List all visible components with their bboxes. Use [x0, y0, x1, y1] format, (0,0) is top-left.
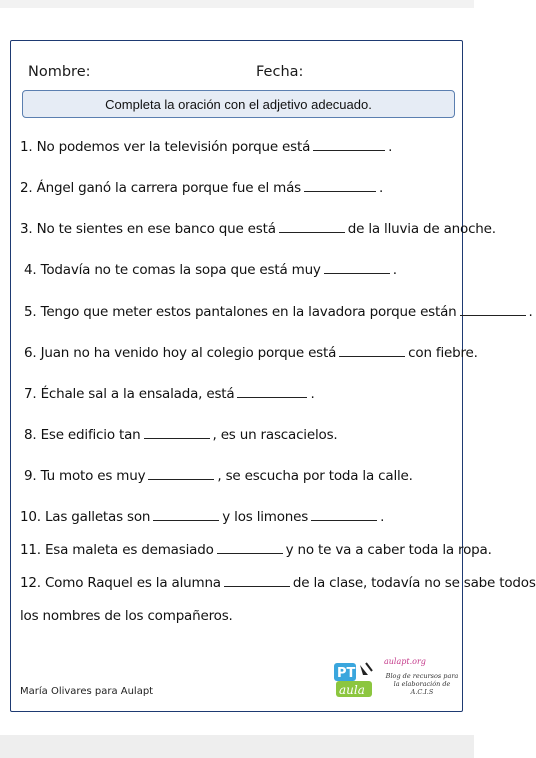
sentence-8 — [24, 427, 338, 443]
sentence-text: y los limones — [222, 509, 309, 525]
aulapt-logo — [332, 661, 378, 699]
sentence-text: . — [392, 262, 397, 278]
sentence-text: . — [380, 509, 385, 525]
answer-blank[interactable] — [304, 180, 376, 192]
sentence-3 — [20, 221, 496, 237]
sentence-text: 8. Ese edificio tan — [24, 427, 141, 443]
bottom-bar — [0, 735, 474, 758]
sentence-text: 6. Juan no ha venido hoy al colegio porque está — [24, 345, 337, 361]
sentence-text: . — [388, 139, 393, 155]
sentence-text: de la clase, todavía no se sabe todos — [292, 575, 536, 591]
sentence-text: de la lluvia de anoche. — [347, 221, 496, 237]
sentence-text: 10. Las galletas son — [20, 509, 151, 525]
sentence-text: los nombres de los compañeros. — [20, 608, 233, 624]
sentence-4 — [24, 262, 397, 278]
sentence-10 — [20, 509, 384, 525]
sentence-text: 3. No te sientes en ese banco que está — [20, 221, 276, 237]
answer-blank[interactable] — [148, 468, 214, 480]
sentence-12 — [20, 575, 536, 591]
instruction-text: Completa la oración con el adjetivo adecuado. — [105, 96, 372, 112]
sentence-5 — [24, 304, 533, 320]
sentence-text: 2. Ángel ganó la carrera porque fue el más — [20, 180, 301, 196]
answer-blank[interactable] — [313, 139, 385, 151]
answer-blank[interactable] — [460, 304, 526, 316]
sentence-1 — [20, 139, 392, 155]
sentence-text: 1. No podemos ver la televisión porque está — [20, 139, 311, 155]
sentence-text: . — [310, 386, 315, 402]
sentence-text: 11. Esa maleta es demasiado — [20, 542, 214, 558]
logo-text-bottom: aula — [339, 683, 365, 697]
date-label: Fecha: — [256, 64, 304, 80]
answer-blank[interactable] — [224, 575, 290, 587]
sentence-text: con fiebre. — [408, 345, 478, 361]
sentence-text: . — [528, 304, 533, 320]
sentence-12-continued — [20, 608, 233, 624]
sentence-text: , es un rascacielos. — [212, 427, 338, 443]
answer-blank[interactable] — [153, 509, 219, 521]
sentence-11 — [20, 542, 492, 558]
sentence-text: , se escucha por toda la calle. — [217, 468, 413, 484]
sentence-text: 12. Como Raquel es la alumna — [20, 575, 221, 591]
author-credit: María Olivares para Aulapt — [20, 686, 154, 697]
sentence-6 — [24, 345, 478, 361]
logo-text-top: PT — [337, 666, 356, 681]
answer-blank[interactable] — [217, 542, 283, 554]
site-url: aulapt.org — [384, 657, 426, 666]
site-tagline: Blog de recursos para la elaboración de A.C.I.S — [385, 672, 459, 696]
answer-blank[interactable] — [144, 427, 210, 439]
sentence-text: 7. Échale sal a la ensalada, está — [24, 386, 235, 402]
name-label: Nombre: — [28, 64, 91, 80]
answer-blank[interactable] — [339, 345, 405, 357]
sentence-text: 4. Todavía no te comas la sopa que está muy — [24, 262, 321, 278]
sentence-7 — [24, 386, 315, 402]
answer-blank[interactable] — [279, 221, 345, 233]
answer-blank[interactable] — [324, 262, 390, 274]
answer-blank[interactable] — [237, 386, 307, 398]
sentence-text: . — [379, 180, 384, 196]
sentence-text: 5. Tengo que meter estos pantalones en la lavadora porque están — [24, 304, 457, 320]
sentence-2 — [20, 180, 383, 196]
sentence-9 — [24, 468, 413, 484]
sentence-text: 9. Tu moto es muy — [24, 468, 146, 484]
top-bar — [0, 0, 474, 8]
instruction-box — [22, 90, 455, 118]
sentence-text: y no te va a caber toda la ropa. — [285, 542, 492, 558]
answer-blank[interactable] — [311, 509, 377, 521]
